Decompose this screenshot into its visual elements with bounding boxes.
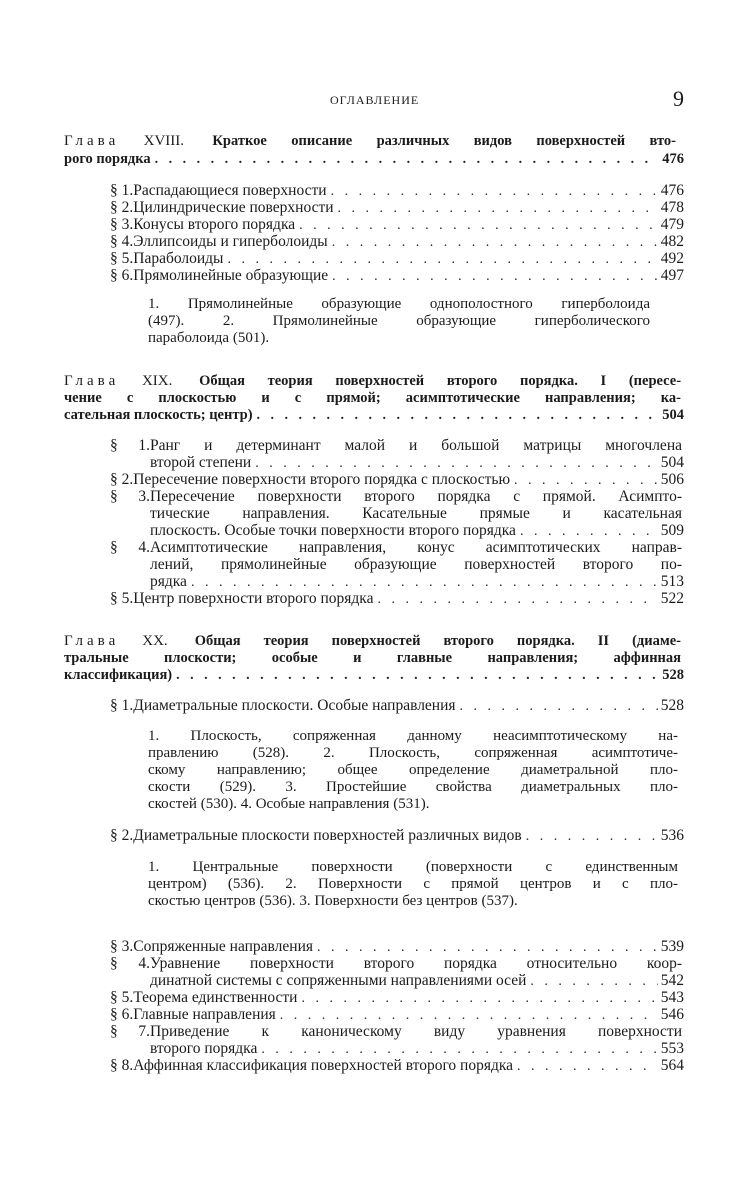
section-label: § 3. (110, 216, 134, 233)
section-label: § 6. (110, 1006, 134, 1023)
subsection-line: параболоида (501). (148, 330, 270, 346)
section-title: Центр поверхности второго порядка (133, 590, 374, 607)
section-title-cont: тические направления. Касательные прямые и касательная (150, 505, 682, 522)
section-label: § 1. (110, 697, 134, 714)
toc-section-entry-cont[interactable] (150, 522, 684, 540)
section-title: Прямолинейные образующие (133, 267, 329, 284)
section-title: Приведение к каноническому виду уравнения поверхности (150, 1023, 682, 1040)
dot-leader (517, 1058, 658, 1075)
page-ref: 504 (660, 454, 684, 471)
subsection-line: скости (529). 3. Простейшие свойства диаметральных пло- (148, 779, 678, 795)
section-title: Пересечение поверхности второго порядка с прямой. Асимпто- (150, 488, 682, 505)
dot-leader (460, 698, 658, 715)
dot-leader (332, 234, 658, 251)
dot-leader (331, 183, 658, 200)
section-label: § 2. (110, 199, 134, 216)
page-ref: 504 (662, 407, 684, 423)
chapter-word: Глава (64, 373, 120, 389)
section-title-cont: лений, прямолинейные образующие поверхностей второго по- (150, 556, 682, 573)
chapter-word: Глава (64, 633, 120, 649)
subsection-line: правлению (528). 2. Плоскость, сопряженная асимптотиче- (148, 745, 678, 761)
toc-section-entry[interactable] (110, 1057, 684, 1075)
page-ref: 509 (660, 522, 684, 539)
dot-leader (257, 407, 660, 424)
chapter-title-line[interactable] (64, 667, 684, 684)
section-label: § 4. (110, 539, 150, 556)
chapter-number: XIX. (141, 373, 173, 389)
chapter-word: Глава (64, 133, 120, 149)
page-ref: 553 (660, 1040, 684, 1057)
subsection-line: 1. Прямолинейные образующие однополостного гиперболоида (148, 296, 650, 312)
toc-section-entry[interactable] (110, 488, 682, 505)
section-label: § 1. (110, 437, 150, 454)
subsection-line: скому направлению; общее определение диаметральной пло- (148, 762, 678, 778)
section-label: § 6. (110, 267, 134, 284)
chapter-title-text: Общая теория поверхностей второго порядка. I (пересе- (199, 373, 682, 389)
section-title: Диаметральные плоскости. Особые направления (133, 697, 456, 714)
section-label: § 3. (110, 488, 150, 505)
chapter-title-line[interactable] (64, 407, 684, 424)
dot-leader (530, 973, 657, 990)
section-title: Ранг и детерминант малой и большой матрицы многочлена (150, 437, 682, 454)
toc-section-entry[interactable] (110, 697, 684, 715)
dot-leader (280, 1007, 658, 1024)
page-ref: 506 (660, 471, 684, 488)
section-title: Конусы второго порядка (133, 216, 296, 233)
toc-section-entry[interactable] (110, 437, 682, 454)
section-title: Сопряженные направления (133, 938, 313, 955)
chapter-title-line[interactable]: чение с плоскостью и с прямой; асимптотические направления; ка- (64, 390, 681, 406)
dot-leader (377, 591, 657, 608)
toc-section-entry[interactable] (110, 250, 684, 268)
chapter-title-line[interactable] (64, 151, 684, 168)
toc-section-entry[interactable] (110, 216, 684, 234)
section-label: § 2. (110, 827, 134, 844)
section-label: § 3. (110, 938, 134, 955)
page-ref: 522 (660, 590, 684, 607)
page-ref: 479 (660, 216, 684, 233)
dot-leader (227, 251, 657, 268)
toc-section-entry[interactable] (110, 955, 682, 972)
subsection-line: центром) (536). 2. Поверхности с прямой центров и с пло- (148, 876, 678, 892)
section-title: Уравнение поверхности второго порядка относительно коор- (150, 955, 682, 972)
dot-leader (255, 455, 658, 472)
section-title: Диаметральные плоскости поверхностей различных видов (133, 827, 522, 844)
chapter-title-line[interactable] (64, 133, 676, 150)
dot-leader (332, 268, 658, 285)
dot-leader (514, 472, 658, 489)
toc-section-entry-cont[interactable] (150, 454, 684, 472)
section-label: § 2. (110, 471, 134, 488)
toc-section-entry[interactable] (110, 539, 682, 556)
section-title: Главные направления (133, 1006, 276, 1023)
section-label: § 4. (110, 955, 150, 972)
dot-leader (520, 523, 658, 540)
subsection-line: 1. Центральные поверхности (поверхности с единственным (148, 859, 678, 875)
chapter-title-text: Краткое описание различных видов поверхностей вто- (212, 133, 676, 149)
page-number: 9 (673, 86, 684, 111)
running-header: ОГЛАВЛЕНИЕ (330, 93, 420, 107)
dot-leader (176, 667, 659, 684)
page-ref: 476 (662, 151, 684, 167)
toc-section-entry-cont[interactable] (150, 1040, 684, 1058)
subsection-line: 1. Плоскость, сопряженная данному неасимптотическому на- (148, 728, 678, 744)
dot-leader (526, 828, 658, 845)
toc-section-entry[interactable] (110, 1006, 684, 1024)
section-title: плоскость. Особые точки поверхности второго порядка (150, 522, 516, 539)
section-title: динатной системы с сопряженными направлениями осей (150, 972, 527, 989)
dot-leader (317, 939, 658, 956)
section-title: Пересечение поверхности второго порядка с плоскостью (133, 471, 511, 488)
page-ref: 492 (660, 250, 684, 267)
section-title: Аффинная классификация поверхностей второго порядка (133, 1057, 514, 1074)
toc-section-entry[interactable] (110, 938, 684, 956)
page-ref: 528 (660, 697, 684, 714)
toc-section-entry[interactable] (110, 590, 684, 608)
page-ref: 546 (660, 1006, 684, 1023)
page-ref: 539 (660, 938, 684, 955)
section-label: § 4. (110, 233, 134, 250)
dot-leader (301, 990, 657, 1007)
toc-section-entry[interactable] (110, 989, 684, 1007)
chapter-title-text: Общая теория поверхностей второго порядка. II (диаме- (194, 633, 681, 649)
section-title: Распадающиеся поверхности (133, 182, 327, 199)
page-ref: 513 (660, 573, 684, 590)
chapter-title-line[interactable] (64, 373, 681, 390)
subsection-line: скостей (530). 4. Особые направления (531). (148, 796, 430, 812)
page-ref: 564 (660, 1057, 684, 1074)
section-title: Параболоиды (133, 250, 224, 267)
toc-section-entry[interactable] (110, 233, 684, 251)
section-title: Теорема единственности (133, 989, 298, 1006)
toc-section-entry[interactable] (110, 199, 684, 217)
section-title: рядка (150, 573, 187, 590)
page-ref: 497 (660, 267, 684, 284)
chapter-title-text: рого порядка (64, 151, 151, 167)
chapter-number: XVIII. (143, 133, 185, 149)
section-title: второй степени (150, 454, 252, 471)
section-title: Эллипсоиды и гиперболоиды (133, 233, 328, 250)
dot-leader (261, 1041, 657, 1058)
section-label: § 7. (110, 1023, 150, 1040)
subsection-line: (497). 2. Прямолинейные образующие гиперболического (148, 313, 650, 329)
section-label: § 5. (110, 989, 134, 1006)
toc-section-entry-cont[interactable] (150, 972, 684, 990)
section-title: второго порядка (150, 1040, 258, 1057)
dot-leader (155, 151, 660, 168)
section-title: Асимптотические направления, конус асимптотических направ- (150, 539, 682, 556)
toc-section-entry-cont[interactable] (150, 573, 684, 591)
page-ref: 536 (660, 827, 684, 844)
chapter-number: XX. (142, 633, 168, 649)
section-label: § 5. (110, 250, 134, 267)
section-label: § 5. (110, 590, 134, 607)
page-ref: 542 (660, 972, 684, 989)
page-ref: 543 (660, 989, 684, 1006)
chapter-title-text: классификация) (64, 667, 173, 683)
dot-leader (299, 217, 658, 234)
toc-section-entry[interactable] (110, 827, 684, 845)
subsection-line: скостью центров (536). 3. Поверхности без центров (537). (148, 893, 518, 909)
page-ref: 482 (660, 233, 684, 250)
page-ref: 476 (660, 182, 684, 199)
section-label: § 1. (110, 182, 134, 199)
toc-section-entry[interactable] (110, 1023, 682, 1040)
dot-leader (191, 574, 658, 591)
dot-leader (338, 200, 658, 217)
chapter-title-line[interactable]: тральные плоскости; особые и главные направления; аффинная (64, 650, 681, 666)
section-title: Цилиндрические поверхности (133, 199, 334, 216)
chapter-title-text: сательная плоскость; центр) (64, 407, 253, 423)
toc-section-entry[interactable] (110, 471, 684, 489)
toc-section-entry[interactable] (110, 267, 684, 285)
page-ref: 478 (660, 199, 684, 216)
section-label: § 8. (110, 1057, 134, 1074)
page-ref: 528 (662, 667, 684, 683)
toc-section-entry[interactable] (110, 182, 684, 200)
chapter-title-line[interactable] (64, 633, 681, 650)
